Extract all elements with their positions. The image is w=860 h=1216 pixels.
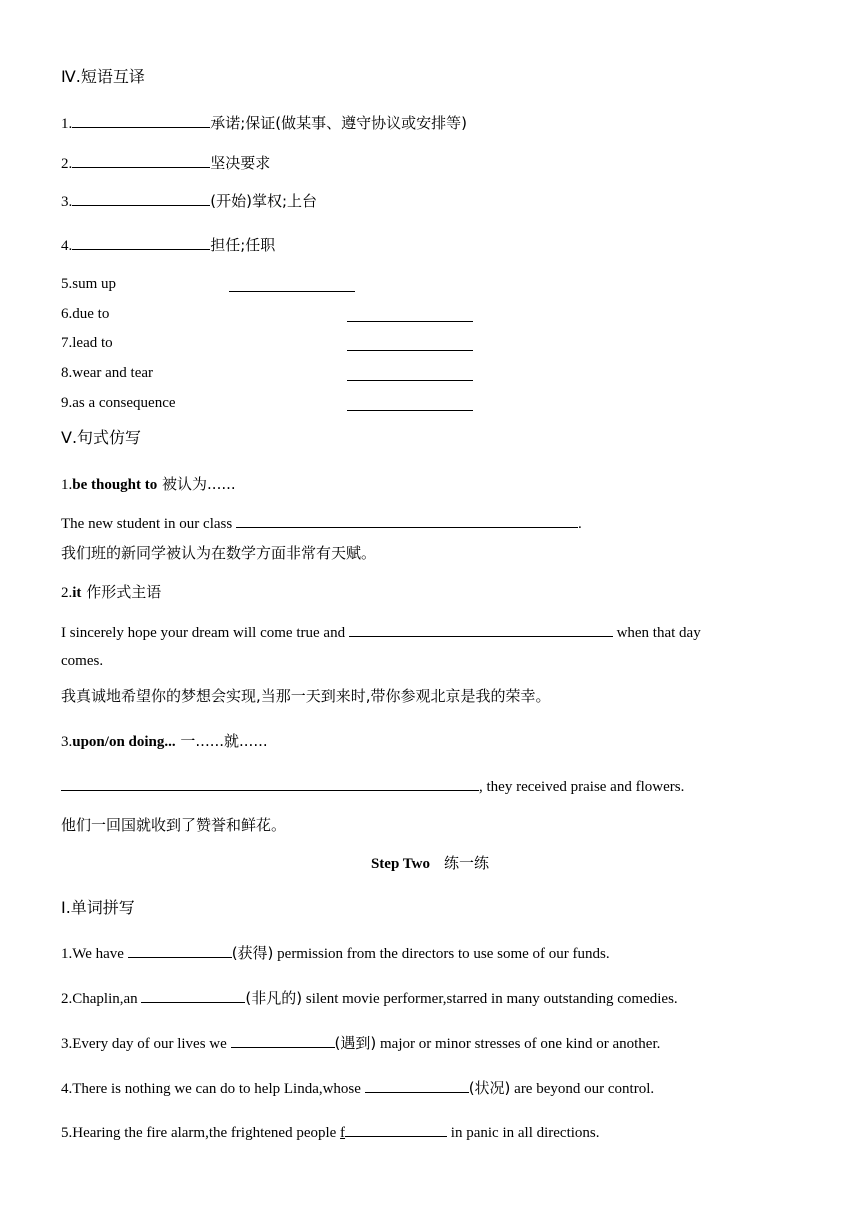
spelling-item-2 (61, 987, 678, 1009)
item-number: 3. (61, 734, 73, 750)
answer-blank[interactable] (72, 112, 210, 128)
answer-blank[interactable] (349, 621, 613, 637)
phrase-item-8: 8.wear and tear (61, 365, 154, 381)
phrase-item-4 (61, 234, 275, 256)
phrase-item-2 (61, 152, 270, 174)
sentence-end: silent movie performer,starred in many outstanding comedies. (302, 991, 678, 1007)
sentence-end: . (577, 516, 582, 532)
step-two-title (0, 853, 860, 874)
item-number: 1. (61, 477, 73, 493)
section-5-heading: Ⅴ.句式仿写 (61, 428, 142, 447)
phrase-item-6: 6.due to (61, 306, 110, 322)
step-two-label: Step Two (370, 856, 431, 872)
answer-blank[interactable] (347, 350, 473, 351)
sentence-start: The new student in our class (61, 516, 236, 532)
answer-blank[interactable] (236, 512, 578, 528)
pattern-1-sentence (61, 512, 582, 534)
pattern-3-translation: 他们一回国就收到了赞誉和鲜花。 (61, 816, 287, 834)
answer-blank[interactable] (229, 291, 355, 292)
item-number: 1. (61, 116, 73, 132)
sentence-start: 1.We have (61, 946, 128, 962)
item-number: 2. (61, 156, 73, 172)
sentence-end: are beyond our control. (510, 1081, 655, 1097)
sentence-end: in panic in all directions. (447, 1125, 600, 1141)
pattern-keyword: it (72, 585, 82, 601)
spelling-item-1 (61, 942, 610, 964)
answer-blank[interactable] (347, 380, 473, 381)
pattern-meaning: 一......就...... (175, 732, 268, 750)
answer-blank[interactable] (347, 410, 473, 411)
spelling-item-5 (61, 1121, 600, 1143)
pattern-2-title (61, 582, 161, 603)
pattern-1-title (61, 474, 236, 495)
word-hint: (状况) (468, 1079, 511, 1097)
phrase-item-3 (61, 190, 317, 212)
phrase-cn: 承诺;保证(做某事、遵守协议或安排等) (210, 114, 468, 132)
answer-blank[interactable] (347, 321, 473, 322)
answer-blank[interactable] (365, 1077, 469, 1093)
first-letter-hint: f (340, 1125, 346, 1141)
sentence-start: 4.There is nothing we can do to help Linda,whose (61, 1081, 365, 1097)
item-number: 2. (61, 585, 73, 601)
pattern-meaning: 作形式主语 (81, 583, 162, 601)
answer-blank[interactable] (72, 152, 210, 168)
pattern-2-translation: 我真诚地希望你的梦想会实现,当那一天到来时,带你参观北京是我的荣幸。 (61, 687, 551, 705)
phrase-item-5: 5.sum up (61, 276, 117, 292)
answer-blank[interactable] (72, 234, 210, 250)
answer-blank[interactable] (345, 1121, 447, 1137)
pattern-2-sentence (61, 621, 701, 643)
section-4-heading: Ⅳ.短语互译 (61, 67, 145, 86)
step-two-subtitle: 练一练 (444, 854, 490, 872)
sentence-end: major or minor stresses of one kind or another. (376, 1036, 661, 1052)
word-hint: (非凡的) (245, 989, 303, 1007)
answer-blank[interactable] (128, 942, 232, 958)
sentence-start: I sincerely hope your dream will come true and (61, 625, 349, 641)
phrase-cn: (开始)掌权;上台 (210, 192, 318, 210)
phrase-cn: 坚决要求 (210, 154, 271, 172)
item-number: 4. (61, 238, 73, 254)
pattern-keyword: be thought to (72, 477, 158, 493)
word-hint: (遇到) (334, 1034, 377, 1052)
pattern-meaning: 被认为...... (157, 475, 236, 493)
pattern-2-sentence-cont: comes. (61, 653, 104, 669)
sentence-end: permission from the directors to use some of our funds. (273, 946, 610, 962)
pattern-1-translation: 我们班的新同学被认为在数学方面非常有天赋。 (61, 544, 377, 562)
answer-blank[interactable] (72, 190, 210, 206)
answer-blank[interactable] (61, 775, 479, 791)
pattern-3-title (61, 731, 268, 752)
spelling-item-3 (61, 1032, 660, 1054)
phrase-item-9: 9.as a consequence (61, 395, 176, 411)
word-hint: (获得) (231, 944, 274, 962)
answer-blank[interactable] (141, 987, 245, 1003)
sentence-start: 2.Chaplin,an (61, 991, 142, 1007)
item-number: 3. (61, 194, 73, 210)
sentence-end: when that day (612, 625, 701, 641)
section-1-heading: Ⅰ.单词拼写 (61, 898, 135, 917)
phrase-item-7: 7.lead to (61, 335, 113, 351)
sentence-start: 5.Hearing the fire alarm,the frightened people (61, 1125, 341, 1141)
sentence-start: 3.Every day of our lives we (61, 1036, 231, 1052)
pattern-3-sentence (61, 775, 684, 797)
spelling-item-4 (61, 1077, 654, 1099)
phrase-cn: 担任;任职 (210, 236, 276, 254)
phrase-item-1 (61, 112, 467, 134)
sentence-end: , they received praise and flowers. (479, 779, 685, 795)
pattern-keyword: upon/on doing... (72, 734, 176, 750)
answer-blank[interactable] (231, 1032, 335, 1048)
